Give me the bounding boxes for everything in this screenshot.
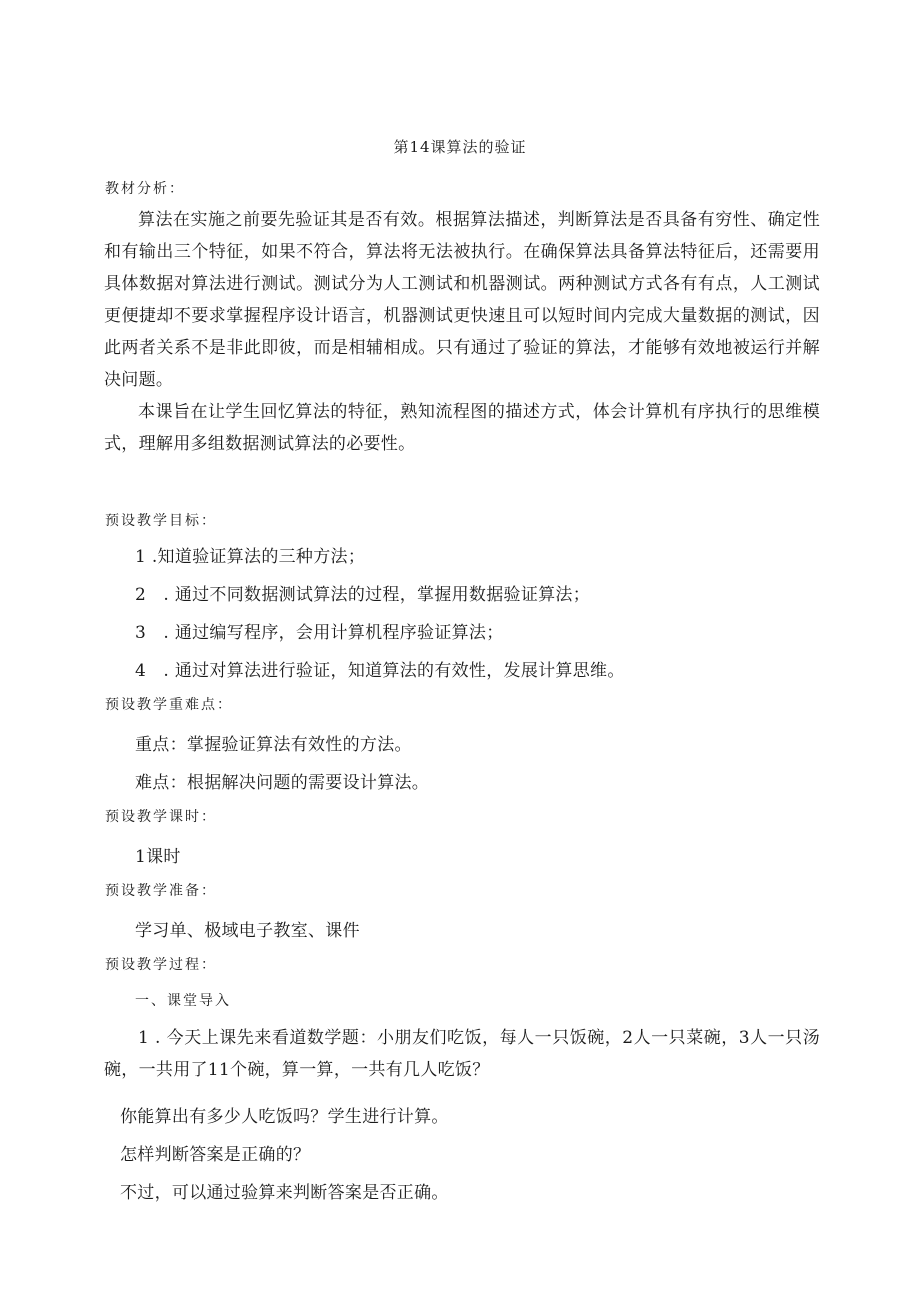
analysis-paragraph-1: 算法在实施之前要先验证其是否有效。根据算法描述，判断算法是否具备有穷性、确定性和有输出三个特征，如果不符合，算法将无法被执行。在确保算法具备算法特征后，还需要用具体数据对算法进行测试。测试分为人工测试和机器测试。两种测试方式各有有点，人工测试更便捷却不要求掌握程序设计语言，机器测试更快速且可以短时间内完成大量数据的测试，因此两者关系不是非此即彼，而是相辅相成。只有通过了验证的算法，才能够有效地被运行并解决问题。: [104, 210, 820, 390]
heading-goals: 预设教学目标：: [105, 513, 217, 529]
key-point: 重点：掌握验证算法有效性的方法。: [135, 735, 412, 755]
difficult-point: 难点：根据解决问题的需要设计算法。: [135, 773, 430, 793]
heading-hours: 预设教学课时：: [105, 809, 217, 825]
intro-question: 1 . 今天上课先来看道数学题：小朋友们吃饭，每人一只饭碗，2人一只菜碗，3人一只汤碗，一共用了11个碗，算一算，一共有几人吃饭？: [104, 1028, 820, 1080]
analysis-paragraph-2: 本课旨在让学生回忆算法的特征，熟知流程图的描述方式，体会计算机有序执行的思维模式，理解用多组数据测试算法的必要性。: [104, 402, 820, 454]
heading-preparation: 预设教学准备：: [105, 883, 217, 899]
goal-item-4: 4 . 通过对算法进行验证，知道算法的有效性，发展计算思维。: [135, 661, 625, 681]
intro-line-1: 你能算出有多少人吃饭吗？学生进行计算。: [120, 1107, 449, 1127]
page-title: 第14课算法的验证: [393, 138, 527, 156]
goal-item-2: 2 . 通过不同数据测试算法的过程，掌握用数据验证算法；: [135, 585, 591, 605]
goal-item-1: 1 .知道验证算法的三种方法；: [135, 547, 366, 567]
intro-line-3: 不过，可以通过验算来判断答案是否正确。: [120, 1183, 449, 1203]
goal-item-3: 3 . 通过编写程序，会用计算机程序验证算法；: [135, 623, 504, 643]
process-section-intro: 一、课堂导入: [135, 993, 231, 1009]
heading-analysis: 教材分析：: [105, 181, 185, 197]
intro-line-2: 怎样判断答案是正确的？: [120, 1145, 311, 1165]
lesson-hours: 1课时: [135, 847, 181, 867]
heading-process: 预设教学过程：: [105, 957, 217, 973]
preparation-materials: 学习单、极域电子教室、课件: [135, 921, 360, 941]
heading-keypoints: 预设教学重难点：: [105, 697, 233, 713]
